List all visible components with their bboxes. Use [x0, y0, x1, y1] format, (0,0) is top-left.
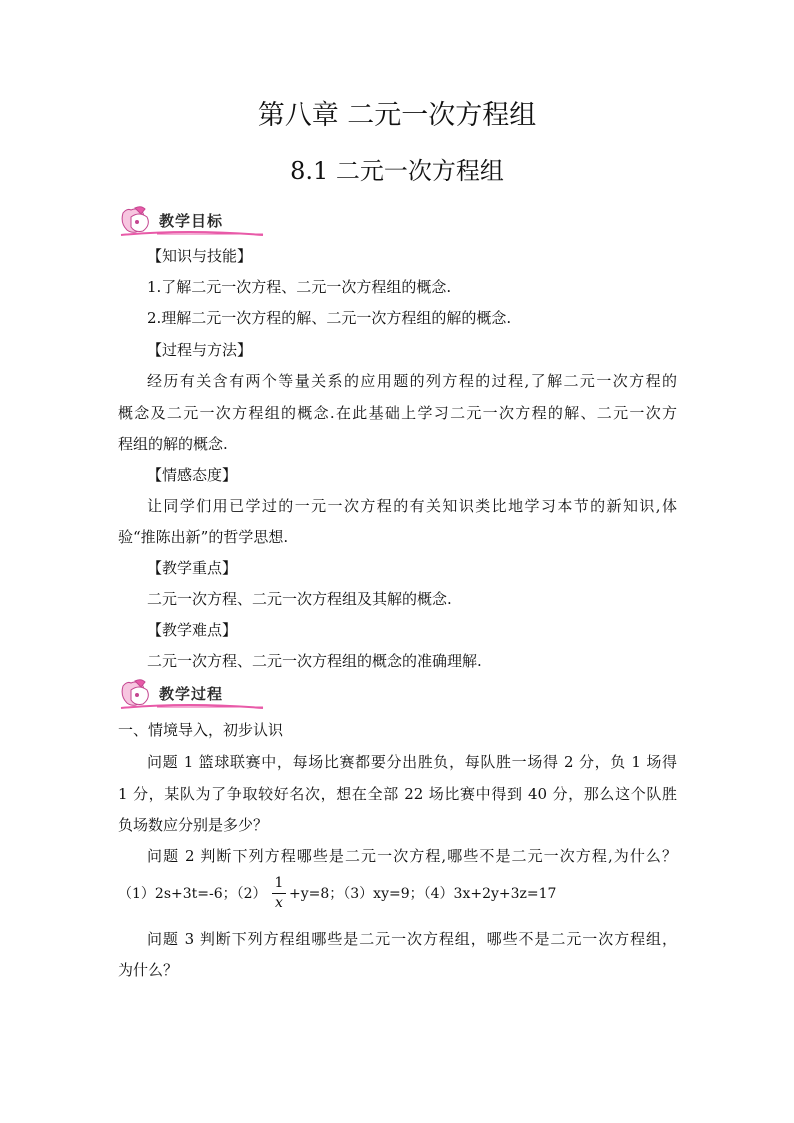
focus-text: 二元一次方程、二元一次方程组及其解的概念. [147, 590, 452, 608]
badge-label: 教学过程 [159, 685, 224, 703]
teaching-goals-badge [117, 205, 265, 239]
knowledge-heading: 【知识与技能】 [147, 247, 253, 265]
focus-heading: 【教学重点】 [147, 559, 238, 577]
teaching-process-badge [117, 678, 265, 712]
equation-list-part-b: +y=8；（3）xy=9；（4）3x+2y+3z=17 [289, 886, 557, 902]
method-line: 概念及二元一次方程组的概念.在此基础上学习二元一次方程的解、二元一次方 [118, 404, 677, 422]
question2-line: 问题 2 判断下列方程哪些是二元一次方程,哪些不是二元一次方程,为什么？ [147, 847, 677, 865]
method-line: 程组的解的概念. [118, 435, 228, 453]
knowledge-item: 2.理解二元一次方程的解、二元一次方程组的解的概念. [147, 309, 512, 327]
fraction-bar [272, 893, 286, 894]
chapter-title: 第八章 二元一次方程组 [257, 100, 537, 131]
question1-line: 负场数应分别是多少？ [118, 816, 269, 834]
question1-line: 1 分，某队为了争取较好名次，想在全部 22 场比赛中得到 40 分，那么这个队胜 [118, 785, 677, 803]
attitude-heading: 【情感态度】 [147, 466, 238, 484]
equation-list-part-a: （1）2s+3t=-6；（2） [118, 886, 267, 902]
method-line: 经历有关含有两个等量关系的应用题的列方程的过程,了解二元一次方程的 [147, 372, 677, 390]
attitude-line: 验“推陈出新”的哲学思想. [118, 528, 289, 546]
fraction-denominator: x [275, 895, 283, 911]
question3-line: 问题 3 判断下列方程组哪些是二元一次方程组，哪些不是二元一次方程组， [147, 930, 677, 948]
fraction-numerator: 1 [274, 875, 284, 891]
difficulty-text: 二元一次方程、二元一次方程组的概念的准确理解. [147, 652, 482, 670]
badge-label: 教学目标 [159, 212, 224, 230]
question3-line: 为什么？ [118, 961, 179, 979]
fraction-1-over-x [272, 875, 286, 912]
attitude-line: 让同学们用已学过的一元一次方程的有关知识类比地学习本节的新知识,体 [147, 497, 677, 515]
difficulty-heading: 【教学难点】 [147, 621, 238, 639]
question1-line: 问题 1 篮球联赛中，每场比赛都要分出胜负，每队胜一场得 2 分，负 1 场得 [147, 753, 677, 771]
method-heading: 【过程与方法】 [147, 341, 253, 359]
section-title: 8.1 二元一次方程组 [290, 157, 504, 185]
part1-heading: 一、情境导入，初步认识 [118, 721, 284, 739]
knowledge-item: 1.了解二元一次方程、二元一次方程组的概念. [147, 278, 452, 296]
